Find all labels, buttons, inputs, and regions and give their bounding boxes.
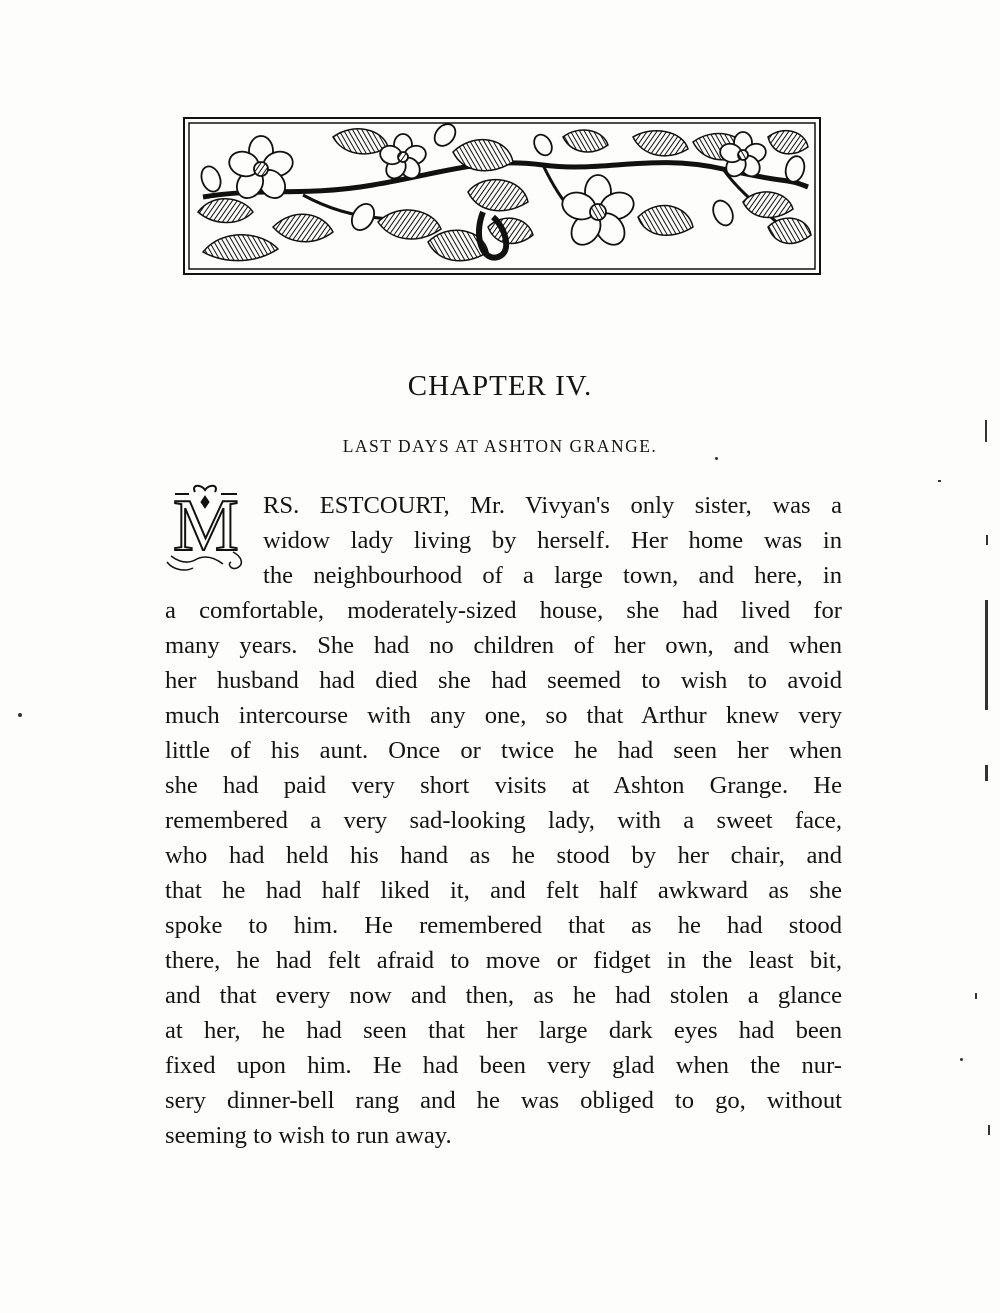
text-line: fixed upon him. He had been very glad when the nur- xyxy=(165,1052,842,1079)
chapter-subtitle: LAST DAYS AT ASHTON GRANGE. xyxy=(342,436,658,456)
text-line: there, he had felt afraid to move or fidget in the least bit, xyxy=(165,947,842,974)
scan-mark xyxy=(985,420,987,442)
scan-mark xyxy=(985,765,988,781)
text-line: spoke to him. He remembered that as he had stood xyxy=(165,912,842,939)
text-line: that he had half liked it, and felt half awkward as she xyxy=(165,877,842,904)
floral-headpiece-ornament xyxy=(183,117,821,275)
chapter-title: CHAPTER IV. xyxy=(407,370,593,402)
text-line: sery dinner-bell rang and he was obliged to go, without xyxy=(165,1087,842,1114)
scan-mark xyxy=(975,993,977,999)
scan-mark xyxy=(985,600,988,710)
scan-mark xyxy=(960,1058,963,1061)
text-line: many years. She had no children of her own, and when xyxy=(165,632,842,659)
text-line: widow lady living by herself. Her home was in xyxy=(263,527,842,554)
text-line: who had held his hand as he stood by her chair, and xyxy=(165,842,842,869)
scan-mark xyxy=(988,1125,990,1135)
text-line: at her, he had seen that her large dark eyes had been xyxy=(165,1017,842,1044)
scan-mark xyxy=(715,457,718,460)
text-line: and that every now and then, as he had stolen a glance xyxy=(165,982,842,1009)
text-line: remembered a very sad-looking lady, with a sweet face, xyxy=(165,807,842,834)
drop-cap-initial xyxy=(165,482,247,574)
drop-cap-letter: M xyxy=(173,485,239,567)
text-line: her husband had died she had seemed to wish to avoid xyxy=(165,667,842,694)
scan-mark xyxy=(938,480,941,482)
text-line: seeming to wish to run away. xyxy=(165,1122,452,1149)
text-line: she had paid very short visits at Ashton Grange. He xyxy=(165,772,842,799)
scan-mark xyxy=(986,535,988,545)
text-line: RS. ESTCOURT, Mr. Vivyan's only sister, was a xyxy=(263,492,842,519)
text-line: much intercourse with any one, so that Arthur knew very xyxy=(165,702,842,729)
text-line: little of his aunt. Once or twice he had seen her when xyxy=(165,737,842,764)
scan-mark xyxy=(18,713,22,717)
text-line: the neighbourhood of a large town, and here, in xyxy=(263,562,842,589)
text-line: a comfortable, moderately-sized house, she had lived for xyxy=(165,597,842,624)
